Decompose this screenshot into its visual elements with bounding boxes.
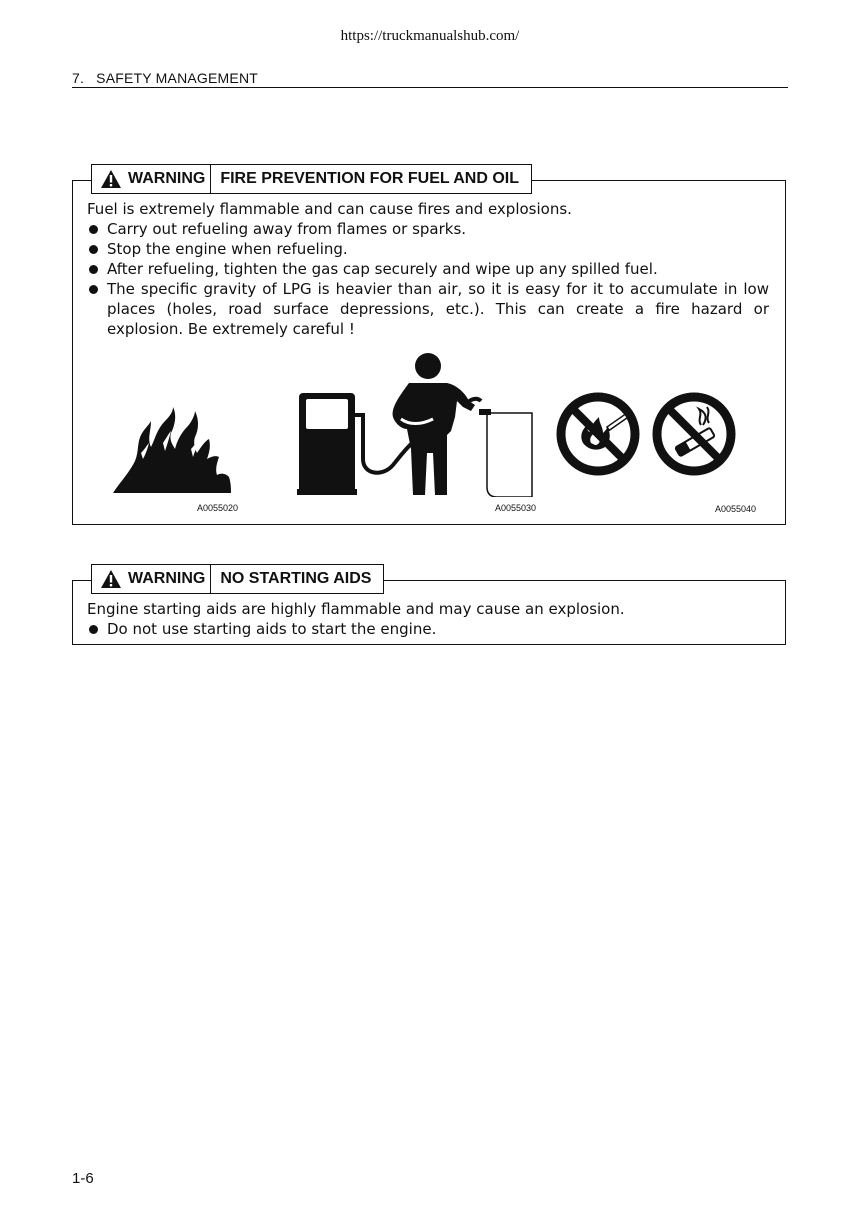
section-number: 7. [72,70,85,86]
warning-list [87,619,769,639]
no-smoking-icon [651,391,737,477]
warning-title: FIRE PREVENTION FOR FUEL AND OIL [220,170,520,187]
warning-box-no-starting-aids [72,570,786,645]
figure-code: A0055030 [495,503,537,513]
warning-body [87,599,769,639]
section-header [72,70,788,88]
list-item: The specific gravity of LPG is heavier than air, so it is easy for it to accumulate in low places (holes, road surface depressions, etc.). This can create a fire hazard or explosion. Be extremely careful ! [87,279,769,339]
warning-label: WARNING [92,165,211,193]
warning-title: NO STARTING AIDS [220,570,372,587]
warning-triangle-icon [100,569,122,589]
warning-lead: Fuel is extremely flammable and can cause fires and explosions. [87,200,572,218]
warning-triangle-icon [100,169,122,189]
warning-list [87,219,769,339]
source-url: https://truckmanualshub.com/ [340,28,520,44]
warning-tab [91,164,532,194]
figure-code: A0055040 [715,504,757,514]
warning-box-fire-prevention [72,170,786,525]
no-open-flame-icon [555,391,641,477]
figure-code: A0055020 [197,503,239,513]
list-item: Do not use starting aids to start the engine. [87,619,769,639]
list-item: After refueling, tighten the gas cap securely and wipe up any spilled fuel. [87,259,769,279]
fuel-pump-person-icon [297,353,535,497]
warning-label: WARNING [92,565,211,593]
page-number: 1-6 [72,1170,94,1187]
section-title: SAFETY MANAGEMENT [96,70,259,86]
warning-body [87,199,769,339]
warning-lead: Engine starting aids are highly flammable and may cause an explosion. [87,600,625,618]
warning-tab [91,564,384,594]
list-item: Stop the engine when refueling. [87,239,769,259]
list-item: Carry out refueling away from flames or sparks. [87,219,769,239]
flame-icon [111,403,233,495]
